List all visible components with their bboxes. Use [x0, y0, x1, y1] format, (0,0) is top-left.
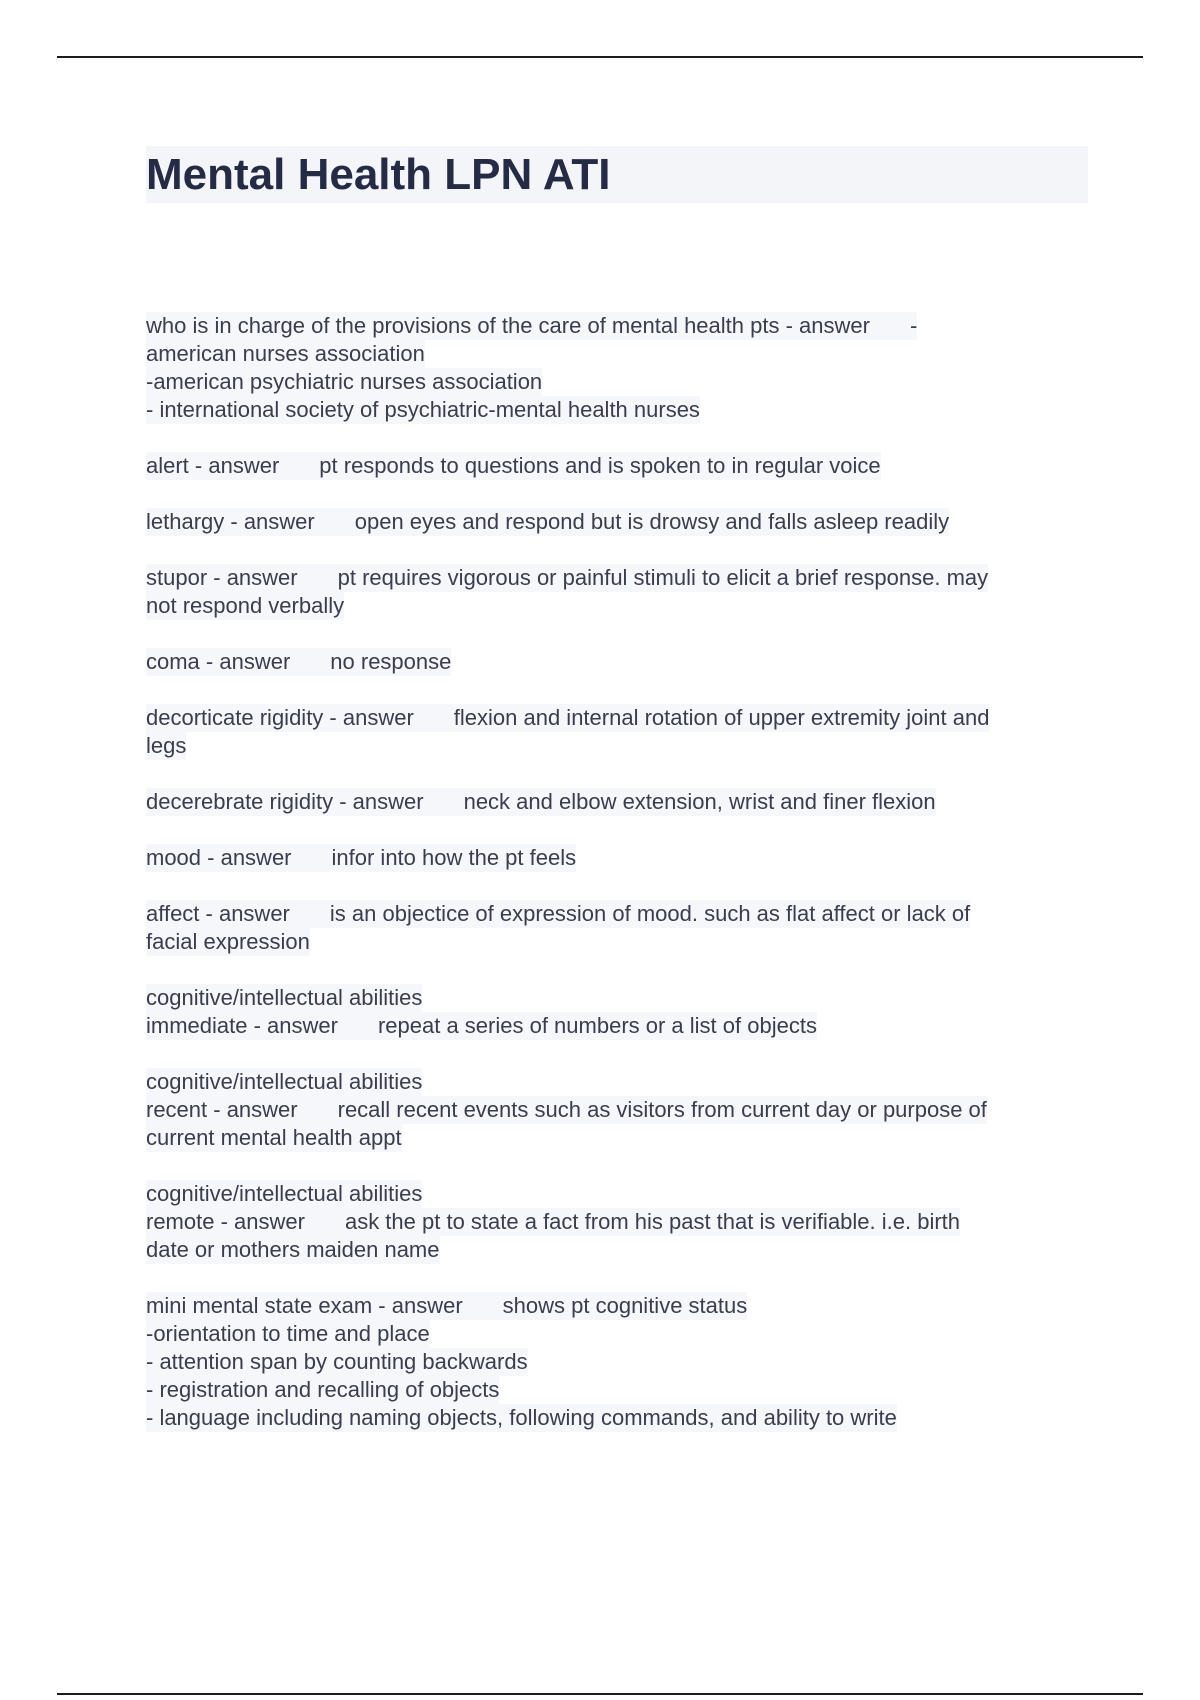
flashcard-continuation-line: date or mothers maiden name: [146, 1237, 440, 1262]
flashcard-continuation-line: - international society of psychiatric-mental health nurses: [146, 397, 700, 422]
flashcard-answer: shows pt cognitive status: [502, 1293, 748, 1318]
flashcard-answer: pt requires vigorous or painful stimuli to elicit a brief response. may: [337, 565, 989, 590]
flashcard-term: alert - answer: [146, 453, 280, 478]
flashcard-term: coma - answer: [146, 649, 291, 674]
flashcard-heading: cognitive/intellectual abilities: [146, 985, 423, 1010]
flashcard-main-line: [146, 1096, 987, 1124]
flashcard-term: mood - answer: [146, 845, 292, 870]
flashcard-answer: flexion and internal rotation of upper extremity joint and: [453, 705, 990, 730]
flashcard-term: remote - answer: [146, 1209, 305, 1234]
flashcard-heading: cognitive/intellectual abilities: [146, 1069, 423, 1094]
flashcard-entry: [146, 900, 1090, 956]
flashcard-main-line: [146, 900, 970, 928]
flashcard-main-line: [146, 844, 576, 872]
flashcard-term: lethargy - answer: [146, 509, 315, 534]
flashcard-main-line: [146, 648, 451, 676]
flashcard-entry: [146, 1292, 1090, 1432]
flashcard-answer: recall recent events such as visitors from current day or purpose of: [337, 1097, 987, 1122]
flashcard-main-line: [146, 312, 917, 340]
flashcard-main-line: [146, 788, 936, 816]
flashcard-term: immediate - answer: [146, 1013, 338, 1038]
flashcard-continuation-line: -orientation to time and place: [146, 1321, 430, 1346]
flashcard-entry: [146, 312, 1090, 424]
flashcard-main-line: [146, 564, 988, 592]
flashcard-answer: open eyes and respond but is drowsy and falls asleep readily: [354, 509, 950, 534]
flashcard-entry: [146, 984, 1090, 1040]
flashcard-entry: [146, 508, 1090, 536]
flashcard-continuation-line: - registration and recalling of objects: [146, 1377, 500, 1402]
page-title: Mental Health LPN ATI: [146, 150, 611, 199]
flashcard-list: [146, 312, 1090, 1460]
flashcard-answer: -: [909, 313, 918, 338]
flashcard-main-line: [146, 1292, 747, 1320]
flashcard-entry: [146, 844, 1090, 872]
flashcard-entry: [146, 452, 1090, 480]
flashcard-continuation-line: - attention span by counting backwards: [146, 1349, 528, 1374]
flashcard-entry: [146, 564, 1090, 620]
flashcard-answer: neck and elbow extension, wrist and finer flexion: [463, 789, 936, 814]
flashcard-answer: infor into how the pt feels: [331, 845, 577, 870]
flashcard-term: affect - answer: [146, 901, 290, 926]
flashcard-entry: [146, 704, 1090, 760]
flashcard-continuation-line: legs: [146, 733, 187, 758]
flashcard-main-line: [146, 1012, 817, 1040]
flashcard-continuation-line: - language including naming objects, following commands, and ability to write: [146, 1405, 897, 1430]
flashcard-continuation-line: facial expression: [146, 929, 310, 954]
flashcard-answer: pt responds to questions and is spoken to in regular voice: [319, 453, 881, 478]
flashcard-answer: no response: [330, 649, 452, 674]
flashcard-main-line: [146, 704, 989, 732]
flashcard-continuation-line: not respond verbally: [146, 593, 345, 618]
flashcard-answer: is an objectice of expression of mood. such as flat affect or lack of: [329, 901, 971, 926]
flashcard-term: who is in charge of the provisions of the care of mental health pts - answer: [146, 313, 870, 338]
flashcard-answer: ask the pt to state a fact from his past that is verifiable. i.e. birth: [344, 1209, 961, 1234]
flashcard-entry: [146, 1068, 1090, 1152]
flashcard-entry: [146, 648, 1090, 676]
flashcard-main-line: [146, 508, 949, 536]
flashcard-term: decerebrate rigidity - answer: [146, 789, 424, 814]
flashcard-term: stupor - answer: [146, 565, 298, 590]
flashcard-answer: repeat a series of numbers or a list of objects: [377, 1013, 817, 1038]
flashcard-entry: [146, 788, 1090, 816]
flashcard-term: recent - answer: [146, 1097, 298, 1122]
flashcard-continuation-line: current mental health appt: [146, 1125, 402, 1150]
flashcard-continuation-line: american nurses association: [146, 341, 425, 366]
flashcard-heading: cognitive/intellectual abilities: [146, 1181, 423, 1206]
flashcard-term: mini mental state exam - answer: [146, 1293, 463, 1318]
flashcard-main-line: [146, 452, 881, 480]
header-rule: [57, 56, 1143, 58]
footer-rule: [57, 1693, 1143, 1695]
flashcard-term: decorticate rigidity - answer: [146, 705, 414, 730]
flashcard-continuation-line: -american psychiatric nurses association: [146, 369, 543, 394]
flashcard-entry: [146, 1180, 1090, 1264]
flashcard-main-line: [146, 1208, 960, 1236]
